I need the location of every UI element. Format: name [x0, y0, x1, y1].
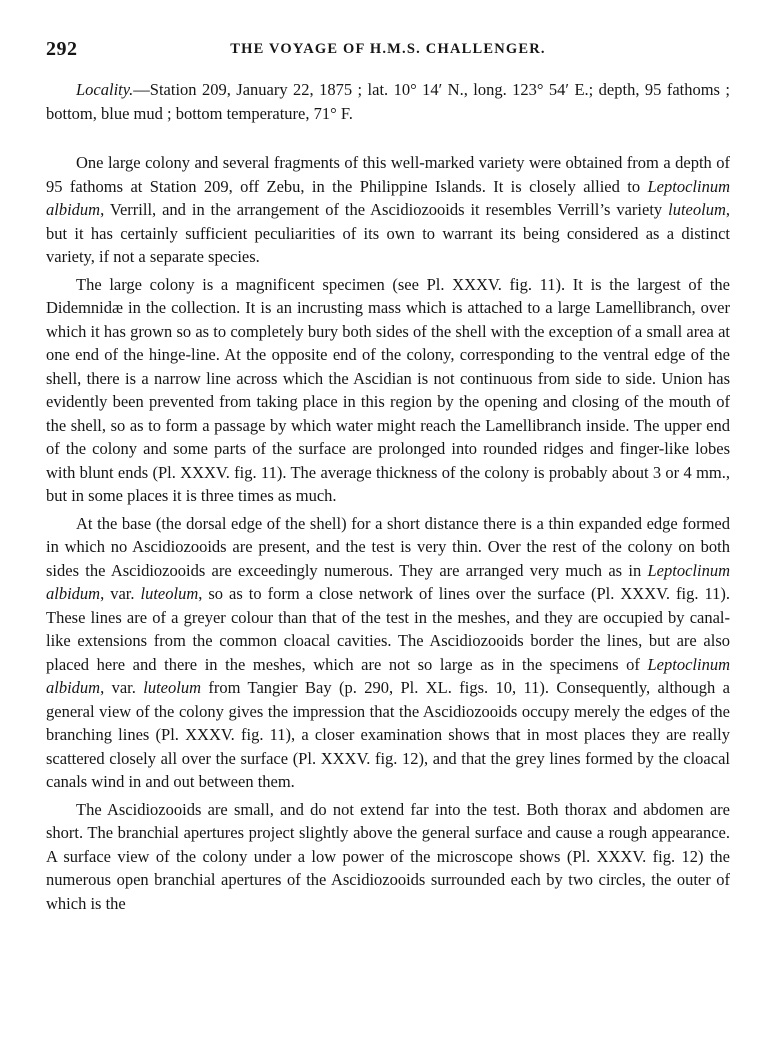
- page: [46, 38, 730, 915]
- text-run: , var.: [100, 584, 141, 603]
- body-text: [46, 151, 730, 915]
- body-paragraph: [46, 151, 730, 269]
- text-run: from Tangier Bay (p. 290, Pl. XL. figs. 10, 11). Consequently, although a general view of the colony gives the impression that the Ascidiozooids occupy merely the edges of the branching lines (Pl. XXXV. fig. 11), a closer examination shows that in most places they are really scattered closely all over the surface (Pl. XXXV. fig. 12), and that the grey lines formed by the cloacal canals wind in and out between them.: [46, 678, 730, 791]
- text-run: At the base (the dorsal edge of the shell) for a short distance there is a thin expanded edge formed in which no Ascidiozooids are present, and the test is very thin. Over the rest of the colony on both sides the Ascidiozooids are exceedingly numerous. They are arranged very much as in: [46, 513, 730, 580]
- italic-taxon: Leptoclinum albidum: [46, 654, 730, 697]
- text-run: , var.: [100, 678, 144, 697]
- section-gap: [46, 125, 730, 151]
- text-run: One large colony and several fragments of this well-marked variety were obtained from a depth of 95 fathoms at Station 209, off Zebu, in the Philippine Islands. It is closely allied to: [46, 153, 730, 196]
- body-paragraph: [46, 798, 730, 916]
- text-run: , Verrill, and in the arrangement of the Ascidiozooids it resembles Verrill’s variety: [100, 200, 669, 219]
- italic-taxon: luteolum: [140, 584, 199, 603]
- locality-line: [46, 78, 730, 125]
- italic-taxon: luteolum: [668, 200, 726, 219]
- italic-taxon: Leptoclinum albidum: [46, 560, 730, 603]
- text-run: The large colony is a magnificent specimen (see Pl. XXXV. fig. 11). It is the largest of the Didemnidæ in the collection. It is an incrusting mass which is attached to a large Lamellibranch, over which it has grown so as to completely bury both sides of the shell with the exception of a small area at one end of the hinge-line. At the opposite end of the colony, corresponding to the ventral edge of the shell, there is a narrow line across which the Ascidian is not continuous from side to side. Union has evidently been prevented from taking place in this region by the opening and closing of the mouth of the shell, so as to form a passage by which water might reach the Lamellibranch inside. The upper end of the colony and some parts of the surface are prolonged into rounded ridges and finger-like lobes with blunt ends (Pl. XXXV. fig. 11). The average thickness of the colony is probably about 3 or 4 mm., but in some places it is three times as much.: [46, 274, 730, 505]
- body-paragraph: [46, 273, 730, 508]
- text-run: , so as to form a close network of lines over the surface (Pl. XXXV. fig. 11). These lines are of a greyer colour than that of the test in the meshes, and they are occupied by canal-like extensions from the common cloacal cavities. The Ascidiozooids border the lines, but are also placed here and there in the meshes, which are not so large as in the specimens of: [46, 584, 730, 674]
- italic-taxon: Leptoclinum albidum: [46, 176, 730, 219]
- running-title: THE VOYAGE OF H.M.S. CHALLENGER.: [230, 41, 546, 57]
- locality-label: Locality.: [76, 80, 134, 99]
- italic-taxon: luteolum: [143, 678, 201, 697]
- running-head: [46, 38, 730, 66]
- text-run: The Ascidiozooids are small, and do not extend far into the test. Both thorax and abdomen are short. The branchial apertures project slightly above the general surface and cause a rough appearance. A surface view of the colony under a low power of the microscope shows (Pl. XXXV. fig. 12) the numerous open branchial apertures of the Ascidiozooids surrounded each by two circles, the outer of which is the: [46, 799, 730, 913]
- text-run: , but it has certainly sufficient peculiarities of its own to warrant its being considered as a distinct variety, if not a separate species.: [46, 200, 730, 266]
- body-paragraph: [46, 512, 730, 794]
- locality-text: —Station 209, January 22, 1875 ; lat. 10° 14′ N., long. 123° 54′ E.; depth, 95 fathoms ; bottom, blue mud ; bottom temperature, 71° F.: [46, 80, 730, 123]
- page-number: 292: [46, 38, 78, 60]
